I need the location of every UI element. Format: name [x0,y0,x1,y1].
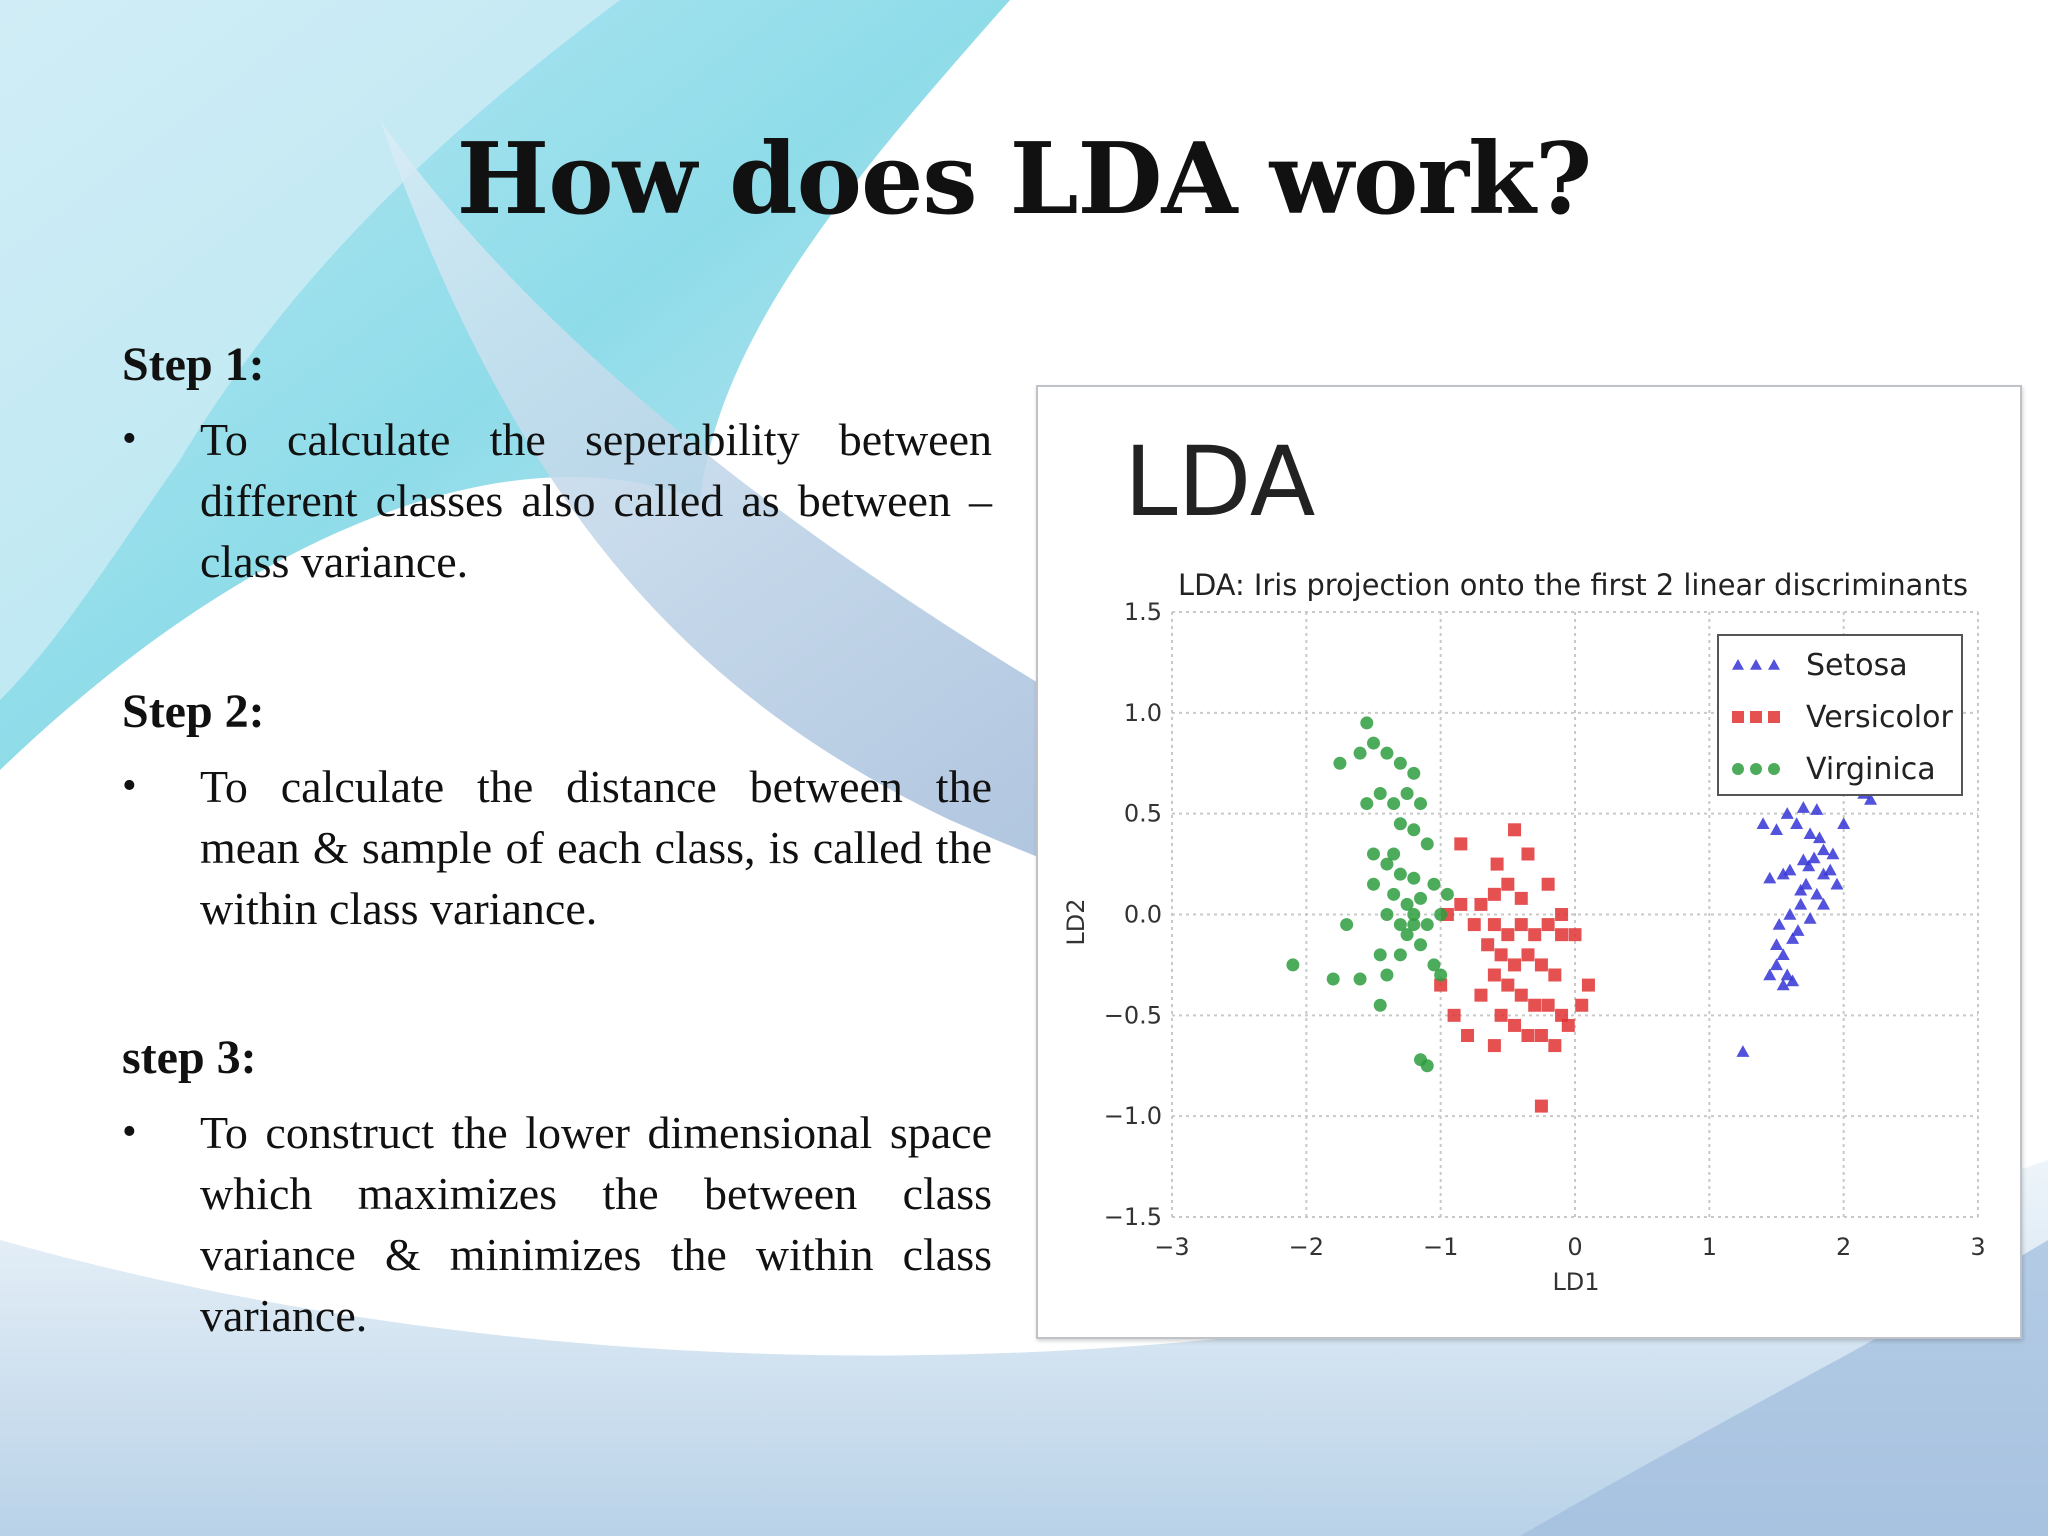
step-2-heading: Step 2: [122,685,265,738]
data-point-circle [1374,787,1387,800]
data-point-triangle [1804,827,1817,839]
data-point-triangle [1817,898,1830,910]
data-point-circle [1387,797,1400,810]
bullet-icon: • [122,416,137,462]
data-point-circle [1380,969,1393,982]
data-point-square [1461,1029,1474,1042]
step-3 [122,1028,992,1346]
data-point-triangle [1817,843,1830,855]
slide-title: How does LDA work? [456,122,1592,237]
data-point-circle [1427,878,1440,891]
data-point-square [1481,938,1494,951]
data-point-square [1515,918,1528,931]
x-tick-label: −3 [1154,1233,1190,1261]
data-point-square [1548,1039,1561,1052]
data-point-square [1454,898,1467,911]
data-point-circle [1394,757,1407,770]
legend-label: Versicolor [1806,700,1953,735]
data-point-triangle [1790,817,1803,829]
x-tick-label: 1 [1701,1233,1717,1261]
data-point-square [1535,958,1548,971]
y-tick-label: 1.0 [1123,698,1162,727]
data-point-circle [1354,747,1367,760]
data-point-square [1542,999,1555,1012]
data-point-circle [1380,747,1393,760]
data-point-triangle [1810,803,1823,815]
data-point-square [1495,1009,1508,1022]
y-tick-label: −1.0 [1103,1102,1162,1131]
data-point-square [1535,1029,1548,1042]
step-2-text: To calculate the distance between the mean & sample of each class, is called the within class variance. [200,761,992,934]
step-1-text: To calculate the seperability between different classes also called as between – class variance. [200,414,992,587]
data-point-circle [1374,948,1387,961]
data-point-circle [1434,969,1447,982]
data-point-square [1508,958,1521,971]
data-point-circle [1327,973,1340,986]
data-point-square [1555,908,1568,921]
data-point-circle [1407,908,1420,921]
step-3-text: To construct the lower dimensional space which maximizes the between class variance & minimizes the within class variance. [200,1107,992,1341]
x-tick-label: 2 [1836,1233,1852,1261]
data-point-square [1474,989,1487,1002]
data-point-square [1515,892,1528,905]
data-point-triangle [1794,898,1807,910]
data-point-triangle [1770,958,1783,970]
step-3-heading: step 3: [122,1031,257,1084]
data-point-circle [1401,928,1414,941]
data-point-square [1468,918,1481,931]
x-tick-label: −2 [1288,1233,1325,1261]
data-point-triangle [1830,878,1843,890]
data-point-circle [1401,787,1414,800]
data-point-square [1732,711,1744,723]
data-point-circle [1414,797,1427,810]
data-point-square [1508,823,1521,836]
data-point-circle [1414,892,1427,905]
data-point-circle [1407,872,1420,885]
x-tick-label: −1 [1422,1233,1459,1261]
data-point-square [1562,1019,1575,1032]
y-tick-label: 1.5 [1123,598,1162,626]
y-tick-label: 0.0 [1123,900,1162,929]
data-point-square [1528,928,1541,941]
data-point-circle [1394,817,1407,830]
data-point-triangle [1810,888,1823,900]
data-point-square [1575,999,1588,1012]
data-point-square [1521,848,1534,861]
data-point-circle [1340,918,1353,931]
data-point-square [1501,979,1514,992]
legend-label: Virginica [1806,752,1936,787]
data-point-circle [1421,837,1434,850]
data-point-circle [1434,908,1447,921]
data-point-triangle [1773,918,1786,930]
data-point-square [1569,928,1582,941]
data-point-square [1488,918,1501,931]
data-point-square [1750,711,1762,723]
data-point-circle [1374,999,1387,1012]
data-point-square [1454,837,1467,850]
data-point-circle [1414,938,1427,951]
data-point-circle [1360,716,1373,729]
data-point-square [1515,989,1528,1002]
data-point-square [1521,948,1534,961]
data-point-square [1548,969,1561,982]
x-tick-label: 3 [1970,1233,1986,1261]
data-point-circle [1380,908,1393,921]
y-tick-label: −0.5 [1103,1001,1162,1030]
y-axis-label: LD2 [1062,898,1090,946]
step-1 [122,335,992,592]
step-2 [122,682,992,939]
data-point-square [1501,878,1514,891]
data-point-circle [1441,888,1454,901]
data-point-triangle [1736,1045,1749,1057]
data-point-square [1542,878,1555,891]
legend-label: Setosa [1806,648,1908,683]
y-tick-label: −1.5 [1103,1203,1162,1231]
data-point-square [1528,999,1541,1012]
data-point-circle [1394,948,1407,961]
data-point-triangle [1770,823,1783,835]
data-point-square [1555,928,1568,941]
lda-scatter-chart [1038,387,2020,1337]
x-tick-label: 0 [1567,1233,1583,1261]
data-point-square [1542,918,1555,931]
data-point-circle [1421,918,1434,931]
data-point-triangle [1757,817,1770,829]
step-1-heading: Step 1: [122,338,265,391]
lda-figure [1036,385,2022,1339]
data-point-square [1488,1039,1501,1052]
x-axis-label: LD1 [1552,1268,1600,1296]
data-point-square [1491,858,1504,871]
data-point-circle [1333,757,1346,770]
data-point-circle [1367,848,1380,861]
data-point-circle [1421,1059,1434,1072]
data-point-square [1474,898,1487,911]
data-point-circle [1407,767,1420,780]
data-point-triangle [1770,938,1783,950]
step-2-bullet [122,756,992,939]
data-point-square [1508,1019,1521,1032]
data-point-square [1521,1029,1534,1042]
step-1-bullet [122,409,992,592]
y-tick-label: 0.5 [1123,799,1162,828]
data-point-triangle [1763,969,1776,981]
data-point-circle [1367,878,1380,891]
data-point-circle [1387,888,1400,901]
data-point-circle [1394,868,1407,881]
bullet-icon: • [122,763,137,809]
data-point-square [1495,948,1508,961]
data-point-circle [1360,797,1373,810]
data-point-triangle [1763,872,1776,884]
data-point-triangle [1797,801,1810,813]
data-point-square [1488,969,1501,982]
data-point-circle [1367,737,1380,750]
data-point-circle [1750,763,1762,775]
bullet-icon: • [122,1109,137,1155]
data-point-circle [1732,763,1744,775]
legend [1718,635,1962,795]
data-point-triangle [1804,912,1817,924]
data-point-triangle [1777,948,1790,960]
step-3-bullet [122,1102,992,1346]
data-point-triangle [1783,908,1796,920]
data-point-square [1535,1100,1548,1113]
chart-title: LDA: Iris projection onto the first 2 linear discriminants [1178,568,1968,602]
data-point-square [1768,711,1780,723]
data-point-circle [1407,823,1420,836]
data-point-circle [1286,958,1299,971]
data-point-circle [1387,848,1400,861]
data-point-square [1448,1009,1461,1022]
data-point-circle [1768,763,1780,775]
data-point-circle [1354,973,1367,986]
data-point-triangle [1837,817,1850,829]
data-point-square [1501,928,1514,941]
figure-heading: LDA [1124,426,1316,538]
data-point-square [1488,888,1501,901]
data-point-square [1582,979,1595,992]
